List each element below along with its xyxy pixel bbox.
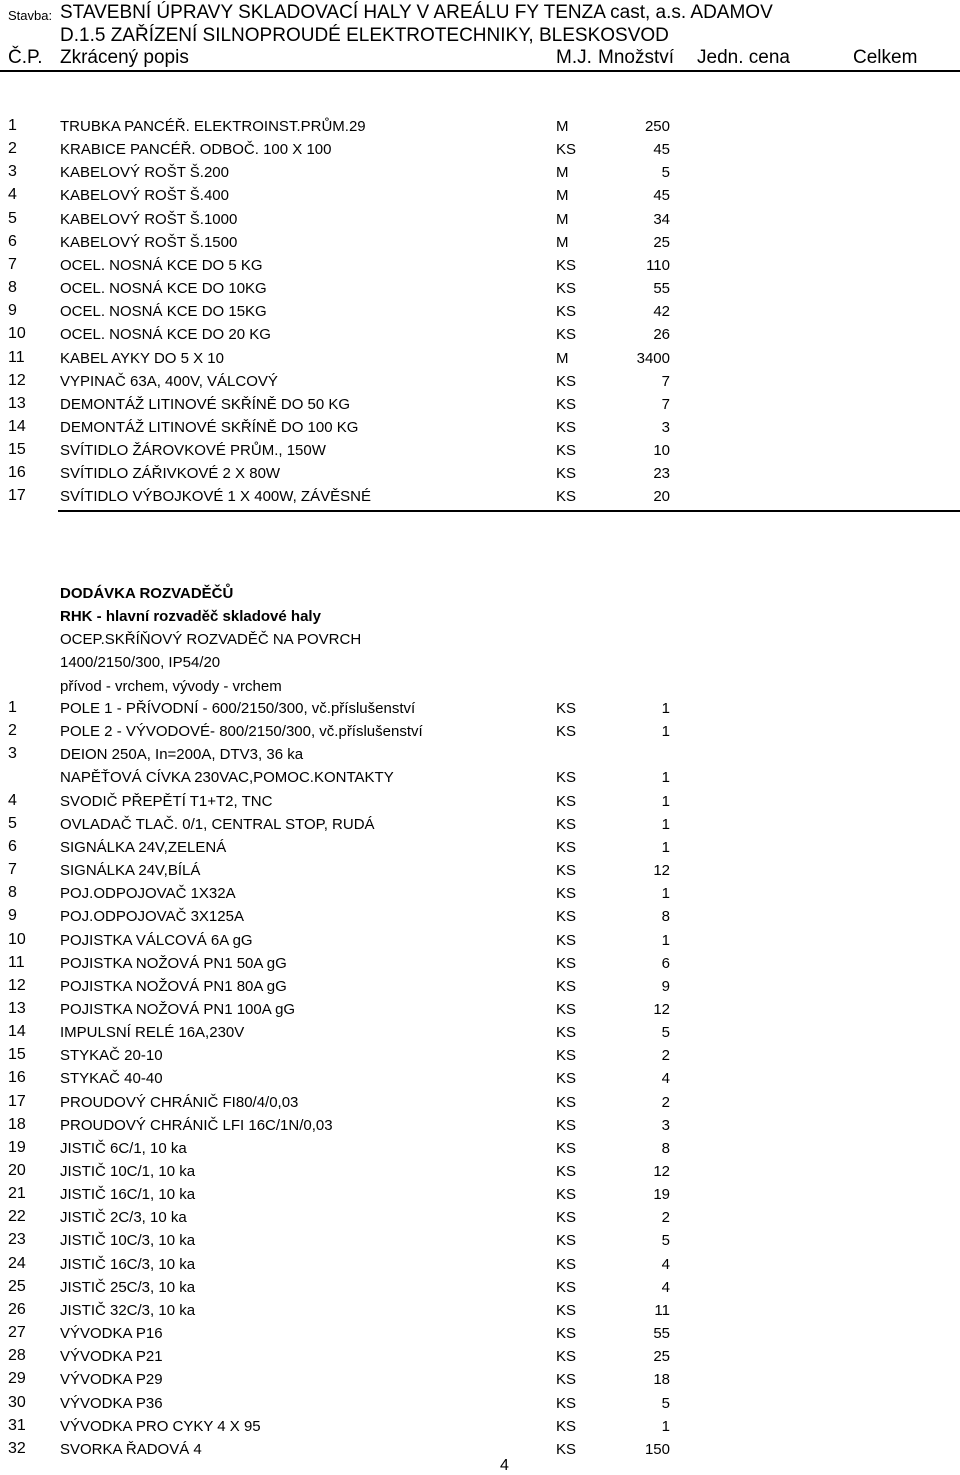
table-row [0,1392,960,1415]
row-number: 28 [8,1347,26,1364]
row-description: VÝVODKA PRO CYKY 4 X 95 [60,1418,261,1435]
row-quantity: 5 [661,1024,670,1041]
row-quantity: 19 [653,1186,670,1203]
row-unit: M [556,187,569,204]
section-heading-line [0,582,960,605]
table-row [0,138,960,161]
row-unit: M [556,350,569,367]
row-quantity: 6 [661,955,670,972]
table-row [0,975,960,998]
row-unit: KS [556,257,577,274]
row-number: 13 [8,395,26,412]
row-description: JISTIČ 10C/1, 10 ka [60,1163,196,1180]
table-row [0,720,960,743]
row-unit: KS [556,839,577,856]
row-number: 15 [8,1046,26,1063]
row-unit: KS [556,1279,577,1296]
row-number: 8 [8,279,17,296]
row-description: VÝVODKA P21 [60,1348,163,1365]
row-number: 12 [8,977,26,994]
row-quantity: 9 [661,978,670,995]
row-description: DEMONTÁŽ LITINOVÉ SKŘÍNĚ DO 100 KG [60,419,359,436]
project-title: STAVEBNÍ ÚPRAVY SKLADOVACÍ HALY V AREÁLU FY TENZA cast, a.s. ADAMOV [60,2,773,23]
row-description: KABELOVÝ ROŠT Š.400 [60,187,229,204]
row-description: VYPINAČ 63A, 400V, VÁLCOVÝ [60,373,278,390]
row-quantity: 2 [661,1047,670,1064]
row-quantity: 8 [661,1140,670,1157]
row-number: 9 [8,302,17,319]
table-row [0,347,960,370]
row-description: VÝVODKA P36 [60,1395,163,1412]
row-unit: KS [556,488,577,505]
row-description: POJISTKA VÁLCOVÁ 6A gG [60,932,253,949]
row-unit: KS [556,908,577,925]
row-unit: KS [556,793,577,810]
table-row [0,905,960,928]
table-row [0,1368,960,1391]
row-description: STYKAČ 40-40 [60,1070,163,1087]
row-unit: KS [556,885,577,902]
row-unit: KS [556,700,577,717]
table-row [0,1322,960,1345]
row-unit: KS [556,1117,577,1134]
row-quantity: 1 [661,1418,670,1435]
row-unit: KS [556,862,577,879]
section-heading-line [0,675,960,698]
row-unit: KS [556,1418,577,1435]
table-row [0,1137,960,1160]
row-description: SIGNÁLKA 24V,BÍLÁ [60,862,201,879]
row-quantity: 7 [661,396,670,413]
table-row [0,300,960,323]
row-description: OCEL. NOSNÁ KCE DO 20 KG [60,326,271,343]
row-number: 18 [8,1116,26,1133]
row-unit: KS [556,932,577,949]
row-quantity: 4 [661,1070,670,1087]
row-number: 4 [8,792,17,809]
row-description: PROUDOVÝ CHRÁNIČ FI80/4/0,03 [60,1094,299,1111]
table-row [0,929,960,952]
row-number: 21 [8,1185,26,1202]
row-description: DEION 250A, In=200A, DTV3, 36 ka [60,746,304,763]
row-number: 13 [8,1000,26,1017]
row-description: POJISTKA NOŽOVÁ PN1 100A gG [60,1001,296,1018]
row-description: 1400/2150/300, IP54/20 [60,654,221,671]
row-unit: KS [556,1441,577,1458]
table-row [0,766,960,789]
row-number: 32 [8,1440,26,1457]
table-row [0,208,960,231]
table-row [0,1299,960,1322]
row-unit: KS [556,955,577,972]
row-unit: KS [556,280,577,297]
row-quantity: 3400 [636,350,670,367]
row-description: RHK - hlavní rozvaděč skladové haly [60,608,321,625]
table-row [0,1206,960,1229]
row-unit: KS [556,1163,577,1180]
row-number: 6 [8,233,17,250]
row-unit: KS [556,419,577,436]
row-quantity: 150 [644,1441,670,1458]
row-unit: KS [556,978,577,995]
row-quantity: 5 [661,164,670,181]
row-description: SVÍTIDLO ZÁŘIVKOVÉ 2 X 80W [60,465,281,482]
row-number: 31 [8,1417,26,1434]
row-unit: KS [556,1256,577,1273]
table-row [0,743,960,766]
row-description: KABELOVÝ ROŠT Š.1000 [60,211,238,228]
row-description: KABELOVÝ ROŠT Š.200 [60,164,229,181]
row-description: DODÁVKA ROZVADĚČŮ [60,585,234,602]
row-number: 11 [8,954,25,971]
row-unit: KS [556,1140,577,1157]
table-row [0,1229,960,1252]
row-quantity: 1 [661,816,670,833]
row-description: KRABICE PANCÉŘ. ODBOČ. 100 X 100 [60,141,332,158]
row-unit: KS [556,1094,577,1111]
row-quantity: 12 [653,1001,670,1018]
row-quantity: 1 [661,723,670,740]
table-row [0,393,960,416]
row-unit: KS [556,1024,577,1041]
section-divider [58,510,960,512]
table-row [0,952,960,975]
row-quantity: 5 [661,1232,670,1249]
table-row [0,254,960,277]
row-quantity: 55 [653,280,670,297]
row-quantity: 18 [653,1371,670,1388]
row-quantity: 45 [653,141,670,158]
row-unit: M [556,211,569,228]
row-unit: KS [556,1070,577,1087]
header-divider [0,70,960,72]
row-quantity: 250 [644,118,670,135]
table-row [0,370,960,393]
row-number: 2 [8,722,17,739]
row-description: IMPULSNÍ RELÉ 16A,230V [60,1024,245,1041]
row-number: 20 [8,1162,26,1179]
row-unit: KS [556,373,577,390]
row-description: SIGNÁLKA 24V,ZELENÁ [60,839,227,856]
page-number: 4 [500,1457,509,1474]
row-quantity: 20 [653,488,670,505]
row-unit: KS [556,723,577,740]
table-row [0,277,960,300]
row-number: 3 [8,745,17,762]
row-number: 10 [8,931,26,948]
row-description: KABEL AYKY DO 5 X 10 [60,350,224,367]
row-description: KABELOVÝ ROŠT Š.1500 [60,234,238,251]
table-row [0,697,960,720]
row-unit: KS [556,303,577,320]
table-row [0,439,960,462]
row-number: 30 [8,1394,26,1411]
row-unit: KS [556,1395,577,1412]
row-number: 4 [8,186,17,203]
row-number: 15 [8,441,26,458]
row-description: OCEL. NOSNÁ KCE DO 5 KG [60,257,263,274]
row-unit: KS [556,1371,577,1388]
row-number: 5 [8,210,17,227]
row-quantity: 10 [653,442,670,459]
row-quantity: 11 [654,1302,670,1319]
row-unit: KS [556,1302,577,1319]
row-description: TRUBKA PANCÉŘ. ELEKTROINST.PRŮM.29 [60,118,366,135]
row-number: 16 [8,464,26,481]
table-row [0,1044,960,1067]
table-row [0,1438,960,1461]
table-row [0,184,960,207]
row-description: POJISTKA NOŽOVÁ PN1 80A gG [60,978,287,995]
row-number: 9 [8,907,17,924]
row-quantity: 3 [661,1117,670,1134]
stavba-label: Stavba: [8,8,53,23]
row-unit: KS [556,1047,577,1064]
column-header-cp: Č.P. [8,47,43,68]
row-number: 26 [8,1301,26,1318]
table-row [0,813,960,836]
row-description: SVODIČ PŘEPĚTÍ T1+T2, TNC [60,793,273,810]
row-number: 7 [8,861,17,878]
row-unit: KS [556,326,577,343]
row-number: 24 [8,1255,26,1272]
row-number: 3 [8,163,17,180]
table-row [0,1276,960,1299]
row-description: NAPĚŤOVÁ CÍVKA 230VAC,POMOC.KONTAKTY [60,769,394,786]
row-description: POJISTKA NOŽOVÁ PN1 50A gG [60,955,287,972]
row-description: OCEL. NOSNÁ KCE DO 15KG [60,303,267,320]
row-description: JISTIČ 16C/1, 10 ka [60,1186,196,1203]
section-heading-line [0,628,960,651]
row-quantity: 12 [653,862,670,879]
row-quantity: 5 [661,1395,670,1412]
row-description: POLE 2 - VÝVODOVÉ- 800/2150/300, vč.příslušenství [60,723,423,740]
row-unit: M [556,164,569,181]
row-description: JISTIČ 32C/3, 10 ka [60,1302,196,1319]
table-row [0,1067,960,1090]
row-description: POJ.ODPOJOVAČ 1X32A [60,885,236,902]
row-description: OVLADAČ TLAČ. 0/1, CENTRAL STOP, RUDÁ [60,816,375,833]
table-row [0,485,960,508]
table-row [0,1345,960,1368]
table-row [0,1183,960,1206]
row-quantity: 4 [661,1279,670,1296]
row-quantity: 26 [653,326,670,343]
row-number: 17 [8,487,26,504]
row-quantity: 42 [653,303,670,320]
row-number: 10 [8,325,26,342]
row-number: 8 [8,884,17,901]
section-heading-line [0,651,960,674]
row-description: JISTIČ 25C/3, 10 ka [60,1279,196,1296]
row-number: 1 [8,117,17,134]
row-quantity: 55 [653,1325,670,1342]
row-number: 17 [8,1093,26,1110]
row-unit: KS [556,1325,577,1342]
table-row [0,1114,960,1137]
table-row [0,1415,960,1438]
row-quantity: 1 [661,793,670,810]
row-unit: KS [556,396,577,413]
table-row [0,790,960,813]
row-number: 14 [8,418,26,435]
row-quantity: 23 [653,465,670,482]
row-quantity: 3 [661,419,670,436]
row-description: JISTIČ 6C/1, 10 ka [60,1140,187,1157]
row-description: přívod - vrchem, vývody - vrchem [60,678,282,695]
row-quantity: 45 [653,187,670,204]
row-number: 5 [8,815,17,832]
row-quantity: 1 [661,700,670,717]
column-header-qty: Množství [598,47,675,68]
table-row [0,836,960,859]
row-description: SVÍTIDLO ŽÁROVKOVÉ PRŮM., 150W [60,442,326,459]
row-quantity: 8 [661,908,670,925]
row-quantity: 1 [661,885,670,902]
row-description: PROUDOVÝ CHRÁNIČ LFI 16C/1N/0,03 [60,1117,333,1134]
table-row [0,1021,960,1044]
row-unit: M [556,234,569,251]
row-description: POLE 1 - PŘÍVODNÍ - 600/2150/300, vč.příslušenství [60,700,416,717]
row-number: 22 [8,1208,26,1225]
column-header-mj: M.J. [556,47,592,68]
table-row [0,859,960,882]
row-number: 2 [8,140,17,157]
row-quantity: 25 [653,234,670,251]
table-row [0,462,960,485]
row-unit: KS [556,1186,577,1203]
table-row [0,1253,960,1276]
row-quantity: 1 [661,769,670,786]
row-quantity: 25 [653,1348,670,1365]
table-row [0,1091,960,1114]
row-quantity: 34 [653,211,670,228]
row-description: POJ.ODPOJOVAČ 3X125A [60,908,244,925]
row-number: 23 [8,1231,26,1248]
table-row [0,882,960,905]
row-quantity: 12 [653,1163,670,1180]
row-unit: KS [556,1001,577,1018]
row-description: OCEP.SKŘÍŇOVÝ ROZVADĚČ NA POVRCH [60,631,362,648]
row-description: SVÍTIDLO VÝBOJKOVÉ 1 X 400W, ZÁVĚSNÉ [60,488,371,505]
column-header-desc: Zkrácený popis [60,47,189,68]
row-description: SVORKA ŘADOVÁ 4 [60,1441,202,1458]
row-quantity: 2 [661,1094,670,1111]
row-number: 14 [8,1023,26,1040]
row-description: STYKAČ 20-10 [60,1047,163,1064]
row-number: 19 [8,1139,26,1156]
row-number: 11 [8,349,25,366]
row-number: 29 [8,1370,26,1387]
row-number: 1 [8,699,17,716]
table-row [0,115,960,138]
row-quantity: 1 [661,839,670,856]
row-number: 7 [8,256,17,273]
row-unit: KS [556,769,577,786]
table-row [0,998,960,1021]
row-unit: KS [556,816,577,833]
row-unit: KS [556,442,577,459]
row-unit: KS [556,1232,577,1249]
row-number: 12 [8,372,26,389]
section-title: D.1.5 ZAŘÍZENÍ SILNOPROUDÉ ELEKTROTECHNIKY, BLESKOSVOD [60,25,669,46]
row-description: DEMONTÁŽ LITINOVÉ SKŘÍNĚ DO 50 KG [60,396,351,413]
table-row [0,231,960,254]
row-unit: KS [556,465,577,482]
row-quantity: 4 [661,1256,670,1273]
column-header-total: Celkem [853,47,918,68]
table-row [0,161,960,184]
row-quantity: 1 [661,932,670,949]
row-unit: M [556,118,569,135]
row-description: JISTIČ 10C/3, 10 ka [60,1232,196,1249]
row-number: 16 [8,1069,26,1086]
table-row [0,1160,960,1183]
row-quantity: 110 [646,257,670,274]
row-quantity: 7 [661,373,670,390]
table-row [0,323,960,346]
row-description: JISTIČ 2C/3, 10 ka [60,1209,187,1226]
row-unit: KS [556,1209,577,1226]
table-row [0,416,960,439]
section-heading-line [0,605,960,628]
row-number: 27 [8,1324,26,1341]
column-header-price: Jedn. cena [697,47,790,68]
row-description: VÝVODKA P16 [60,1325,163,1342]
row-unit: KS [556,141,577,158]
row-description: VÝVODKA P29 [60,1371,163,1388]
row-unit: KS [556,1348,577,1365]
row-quantity: 2 [661,1209,670,1226]
row-number: 6 [8,838,17,855]
row-number: 25 [8,1278,26,1295]
row-description: OCEL. NOSNÁ KCE DO 10KG [60,280,267,297]
row-description: JISTIČ 16C/3, 10 ka [60,1256,196,1273]
